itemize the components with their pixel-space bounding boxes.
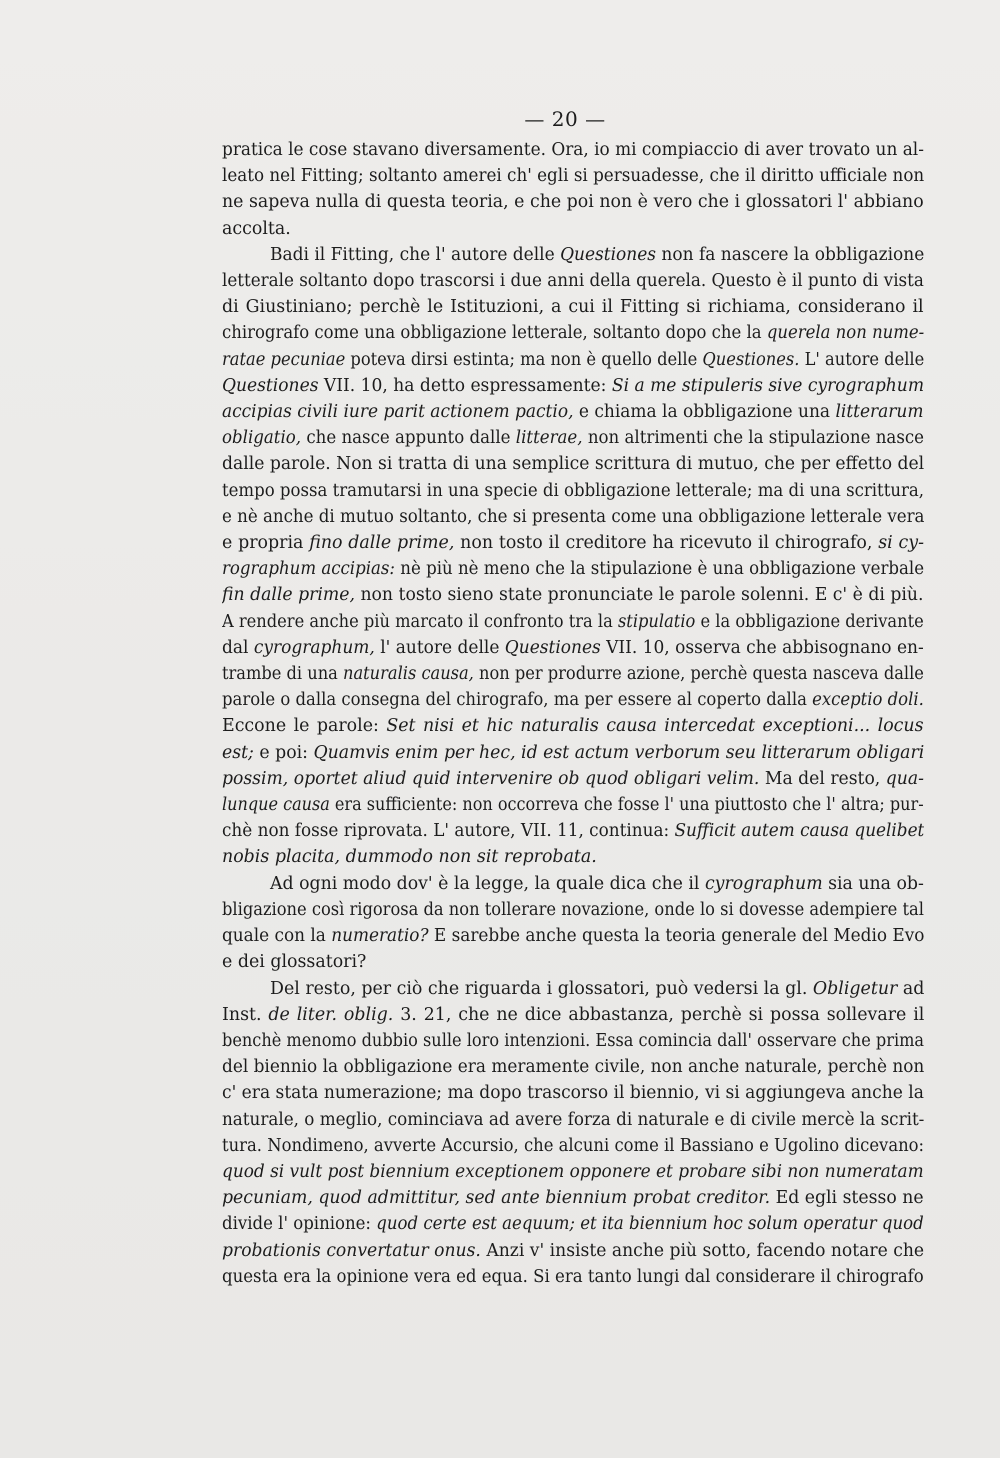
text-run: accolta.: [222, 218, 291, 239]
italic-text: pecuniam, quod admittitur, sed ante biennium probat creditor.: [222, 1188, 771, 1209]
text-run: dalle parole. Non si tratta di una semplice scrittura di mutuo, che per effetto del: [222, 454, 924, 475]
text-run: VII. 10, osserva che abbisognano en-: [600, 637, 924, 658]
text-run: 3. 21, che ne dice abbastanza, perchè si possa sollevare il: [393, 1004, 924, 1025]
text-line: [222, 687, 924, 713]
text-run: dal: [222, 637, 254, 658]
italic-text: qua-: [885, 768, 924, 789]
text-line: [222, 976, 924, 1002]
italic-text: stipulatio: [617, 611, 696, 632]
italic-text: possim, oportet aliud quid intervenire ob quod obligari velim.: [222, 768, 760, 789]
text-run: letterale soltanto dopo trascorsi i due anni della querela. Questo è il punto di vista: [222, 271, 924, 292]
text-line: [222, 320, 924, 346]
text-line: [222, 818, 924, 844]
italic-text: litterae,: [515, 428, 583, 449]
italic-text: Obligetur: [812, 978, 898, 999]
text-line: [222, 923, 924, 949]
text-run: non fa nascere la obbligazione: [656, 244, 924, 265]
italic-text: si cy-: [878, 533, 924, 554]
text-run: bligazione così rigorosa da non tollerare novazione, onde lo si dovesse adempiere tal: [222, 899, 924, 920]
text-run: nè più nè meno che la stipulazione è una obbligazione verbale: [395, 559, 924, 580]
italic-text: est;: [222, 742, 254, 763]
text-line: [222, 1211, 924, 1237]
text-line: [222, 1159, 924, 1185]
page-number: — 20 —: [524, 107, 606, 131]
text-run: non altrimenti che la stipulazione nasce: [582, 428, 924, 449]
text-line: [222, 1028, 924, 1054]
text-line: [222, 766, 924, 792]
text-line: [222, 347, 924, 373]
text-run: E sarebbe anche questa la teoria generale del Medio Evo: [428, 926, 924, 947]
text-run: questa era la opinione vera ed equa. Si era tanto lungi dal considerare il chirografo: [222, 1266, 924, 1287]
text-line: [222, 556, 924, 582]
text-line: [222, 792, 924, 818]
text-run: ad: [897, 978, 924, 999]
text-run: non per produrre azione, perchè questa nasceva dalle: [473, 664, 924, 685]
text-line: [222, 949, 924, 975]
italic-text: de liter. oblig.: [268, 1004, 394, 1025]
text-line: [222, 1238, 924, 1264]
text-line: [222, 399, 924, 425]
italic-text: ratae pecuniae: [222, 349, 346, 370]
text-line: [222, 425, 924, 451]
text-line: [222, 242, 924, 268]
text-line: [222, 1264, 924, 1290]
italic-text: fin dalle prime,: [222, 585, 355, 606]
text-run: L' autore delle: [799, 349, 924, 370]
italic-text: obligatio,: [222, 428, 302, 449]
text-run: quale con la: [222, 926, 332, 947]
text-run: chè non fosse riprovata. L' autore, VII. 11, continua:: [222, 821, 675, 842]
text-run: e la obbligazione derivante: [695, 611, 924, 632]
text-line: [222, 844, 924, 870]
italic-text: cyrographum,: [253, 637, 375, 658]
text-run: non tosto sieno state pronunciate le parole solenni. E c' è di più.: [354, 585, 924, 606]
text-run: tempo possa tramutarsi in una specie di obbligazione letterale; ma di una scrittura,: [222, 480, 924, 501]
text-line: [222, 216, 924, 242]
text-run: Badi il Fitting, che l' autore delle: [270, 244, 561, 265]
text-run: e chiama la obbligazione una: [573, 402, 836, 423]
text-run: del biennio la obbligazione era meramente civile, non anche naturale, perchè non: [222, 1057, 924, 1078]
text-run: sia una ob-: [822, 873, 924, 894]
text-line: [222, 897, 924, 923]
text-run: benchè menomo dubbio sulle loro intenzioni. Essa comincia dall' osservare che prima: [222, 1030, 924, 1051]
text-line: [222, 740, 924, 766]
text-run: e propria: [222, 533, 310, 554]
text-line: [222, 1185, 924, 1211]
text-run: tura. Nondimeno, avverte Accursio, che alcuni come il Bassiano e Ugolino dicevano:: [222, 1135, 924, 1156]
italic-text: nobis placita, dummodo non sit reprobata.: [222, 847, 597, 868]
text-run: non tosto il creditore ha ricevuto il chirografo,: [454, 533, 879, 554]
italic-text: Set nisi et hic naturalis causa intercedat exceptioni... locus: [386, 716, 924, 737]
text-run: VII. 10, ha detto espressamente:: [318, 375, 612, 396]
italic-text: quod si vult post biennium exceptionem opponere et probare sibi non numeratam: [222, 1161, 924, 1182]
italic-text: querela non nume-: [766, 323, 924, 344]
italic-text: litterarum: [835, 402, 924, 423]
text-line: [222, 163, 924, 189]
text-line: [222, 373, 924, 399]
italic-text: Sufficit autem causa quelibet: [674, 821, 924, 842]
text-run: A rendere anche più marcato il confronto tra la: [222, 611, 618, 632]
text-run: Anzi v' insiste anche più sotto, facendo notare che: [480, 1240, 924, 1261]
text-run: naturale, o meglio, cominciava ad avere forza di naturale e di civile mercè la scrit-: [222, 1109, 924, 1130]
text-run: e poi:: [253, 742, 314, 763]
text-line: [222, 530, 924, 556]
text-run: Eccone le parole:: [222, 716, 387, 737]
italic-text: Questiones: [504, 637, 601, 658]
text-run: divide l' opinione:: [222, 1214, 377, 1235]
text-run: e dei glossatori?: [222, 952, 367, 973]
text-run: Ed egli stesso ne: [770, 1188, 924, 1209]
text-line: [222, 504, 924, 530]
text-line: [222, 137, 924, 163]
text-line: [222, 1080, 924, 1106]
text-run: e nè anche di mutuo soltanto, che si presenta come una obbligazione letterale vera: [222, 506, 924, 527]
text-line: [222, 635, 924, 661]
italic-text: quod certe est aequum; et ita biennium hoc solum operatur quod: [376, 1214, 924, 1235]
text-run: l' autore delle: [374, 637, 505, 658]
italic-text: Questiones: [222, 375, 319, 396]
text-line: [222, 871, 924, 897]
text-line: [222, 478, 924, 504]
italic-text: exceptio doli.: [812, 690, 924, 711]
text-line: [222, 1133, 924, 1159]
text-line: [222, 268, 924, 294]
italic-text: Quamvis enim per hec, id est actum verborum seu litterarum obligari: [313, 742, 924, 763]
text-run: pratica le cose stavano diversamente. Ora, io mi compiaccio di aver trovato un al-: [222, 140, 924, 160]
text-run: Ma del resto,: [759, 768, 886, 789]
text-run: Inst.: [222, 1004, 269, 1025]
text-run: che nasce appunto dalle: [301, 428, 516, 449]
text-line: [222, 451, 924, 477]
italic-text: rographum accipias:: [222, 559, 396, 580]
text-run: chirografo come una obbligazione letterale, soltanto dopo che la: [222, 323, 767, 344]
text-run: trambe di una: [222, 664, 344, 685]
italic-text: cyrographum: [704, 873, 823, 894]
text-line: [222, 294, 924, 320]
text-line: [222, 713, 924, 739]
text-line: [222, 609, 924, 635]
text-line: [222, 1054, 924, 1080]
text-run: poteva dirsi estinta; ma non è quello delle: [345, 349, 703, 370]
text-run: ne sapeva nulla di questa teoria, e che poi non è vero che i glossatori l' abbiano: [222, 192, 924, 213]
body-text: [222, 137, 924, 1290]
italic-text: naturalis causa,: [343, 664, 474, 685]
text-run: Del resto, per ciò che riguarda i glossatori, può vedersi la gl.: [270, 978, 813, 999]
text-line: [222, 189, 924, 215]
italic-text: probationis convertatur onus.: [222, 1240, 481, 1261]
text-line: [222, 582, 924, 608]
italic-text: fino dalle prime,: [309, 533, 455, 554]
text-run: leato nel Fitting; soltanto amerei ch' egli si persuadesse, che il diritto ufficiale non: [222, 166, 924, 187]
text-line: [222, 661, 924, 687]
italic-text: lunque causa: [222, 795, 330, 816]
italic-text: Questiones: [560, 244, 657, 265]
text-run: di Giustiniano; perchè le Istituzioni, a cui il Fitting si richiama, considerano il: [222, 297, 924, 318]
text-run: Ad ogni modo dov' è la legge, la quale dica che il: [270, 873, 705, 894]
text-run: era sufficiente: non occorreva che fosse l' una piuttosto che l' altra; pur-: [329, 795, 924, 816]
italic-text: accipias civili iure parit actionem pactio,: [222, 402, 574, 423]
italic-text: Questiones.: [702, 349, 800, 370]
text-line: [222, 1107, 924, 1133]
italic-text: Si a me stipuleris sive cyrographum: [611, 375, 924, 396]
text-run: c' era stata numerazione; ma dopo trascorso il biennio, vi si aggiungeva anche la: [222, 1083, 924, 1104]
italic-text: numeratio?: [331, 926, 429, 947]
text-line: [222, 1002, 924, 1028]
text-run: parole o dalla consegna del chirografo, ma per essere al coperto dalla: [222, 690, 813, 711]
